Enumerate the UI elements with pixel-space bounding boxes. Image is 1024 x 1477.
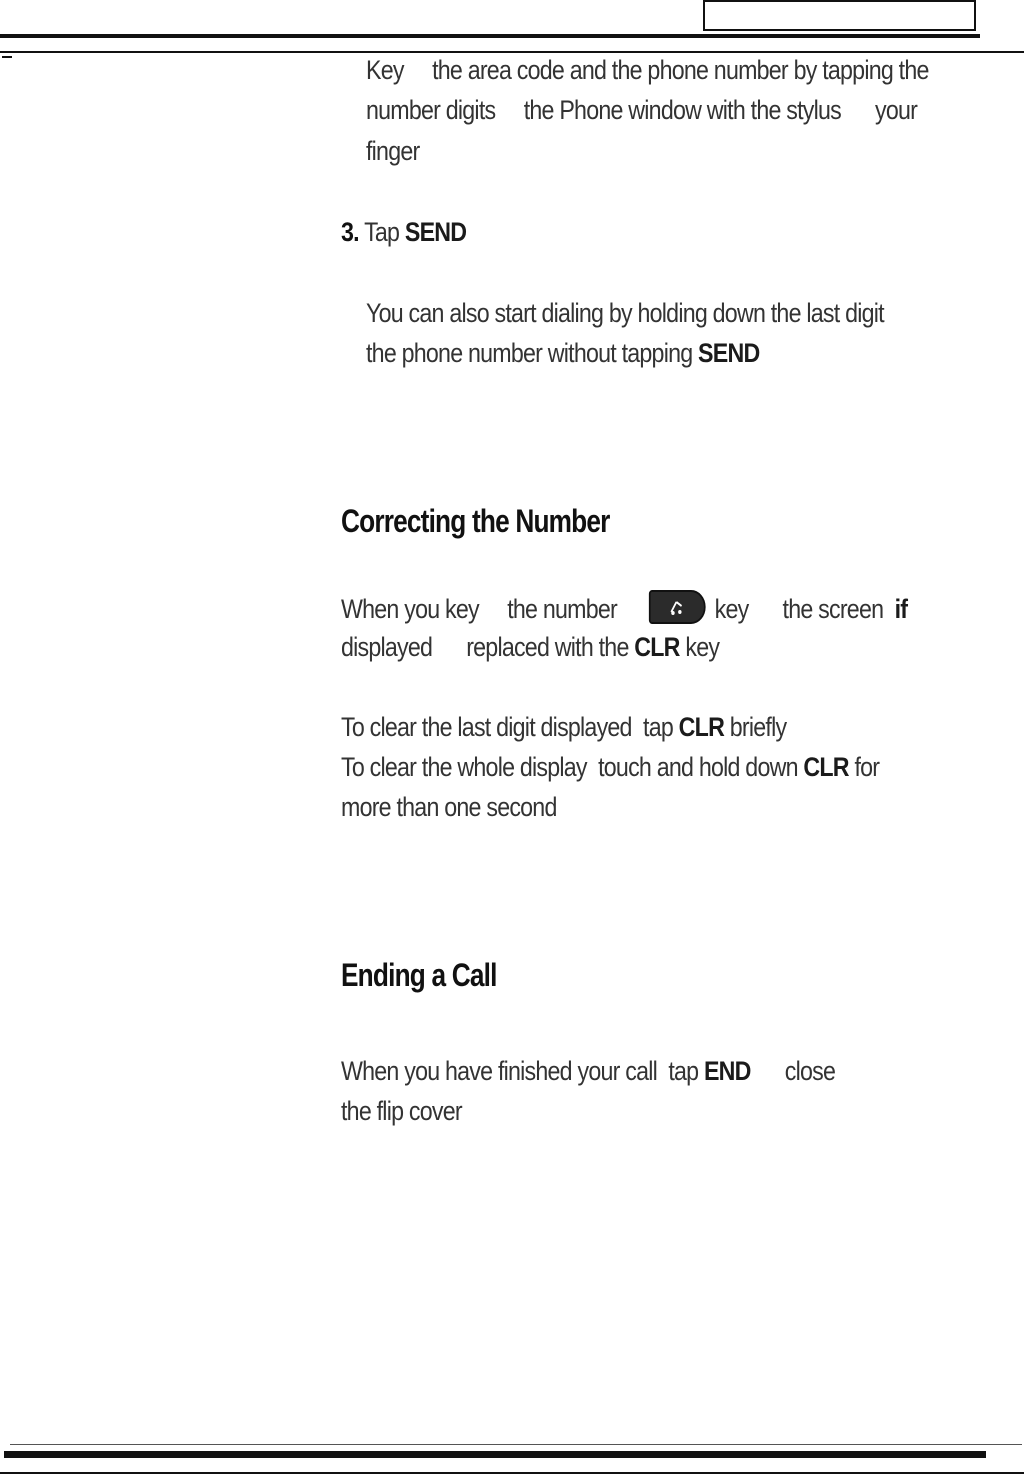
header-rule-thin (0, 51, 1024, 53)
tip-line2-send: SEND (698, 338, 760, 368)
tip-line2-text: the phone number without tapping (366, 338, 699, 368)
clear-key-icon (649, 590, 706, 624)
correcting-p5: more than one second (341, 792, 557, 822)
header-rule (0, 34, 980, 38)
correcting-heading: Correcting the Number (341, 503, 610, 539)
correcting-p2-a: displayed replaced with the (341, 632, 635, 662)
correcting-p1-b: key the screen (708, 594, 895, 624)
correcting-p3 (341, 711, 786, 743)
step2-line1: Key the area code and the phone number by tapping the (366, 55, 929, 85)
ending-p1-a: When you have finished your call tap (341, 1056, 704, 1086)
ending-p2: the flip cover (341, 1096, 462, 1126)
ending-p1-end: END (703, 1056, 751, 1086)
correcting-p4-clr: CLR (803, 752, 849, 782)
correcting-p2-clr: CLR (634, 632, 680, 662)
correcting-p3-a: To clear the last digit displayed tap (341, 712, 679, 742)
step3-number: 3. (341, 217, 359, 247)
tip-line1: You can also start dialing by holding down the last digit (366, 298, 884, 328)
step2-line2: number digits the Phone window with the stylus your (366, 95, 918, 125)
correcting-p1-a: When you key the number (341, 594, 646, 624)
tip-line2 (366, 337, 759, 369)
step3-text: Tap (358, 217, 405, 247)
ending-heading: Ending a Call (341, 957, 497, 993)
correcting-p2-c: key (679, 632, 720, 662)
correcting-p4-a: To clear the whole display touch and hold down (341, 752, 804, 782)
correcting-p3-clr: CLR (678, 712, 725, 742)
correcting-p1-c: if (894, 594, 908, 624)
footer-rule (4, 1451, 986, 1458)
header-tick (2, 56, 12, 58)
footer-rule-bottom (0, 1472, 1024, 1474)
step2-line3: finger (366, 136, 420, 166)
correcting-p2 (341, 631, 719, 663)
correcting-p4 (341, 751, 879, 783)
ending-p1-c: close (750, 1056, 836, 1086)
header-box (703, 0, 976, 31)
correcting-p4-c: for (848, 752, 880, 782)
step3-line (341, 216, 466, 248)
correcting-p1 (341, 590, 907, 625)
correcting-p3-c: briefly (724, 712, 787, 742)
ending-p1 (341, 1055, 835, 1087)
footer-rule-thin (10, 1444, 1022, 1445)
step3-send: SEND (404, 217, 467, 247)
